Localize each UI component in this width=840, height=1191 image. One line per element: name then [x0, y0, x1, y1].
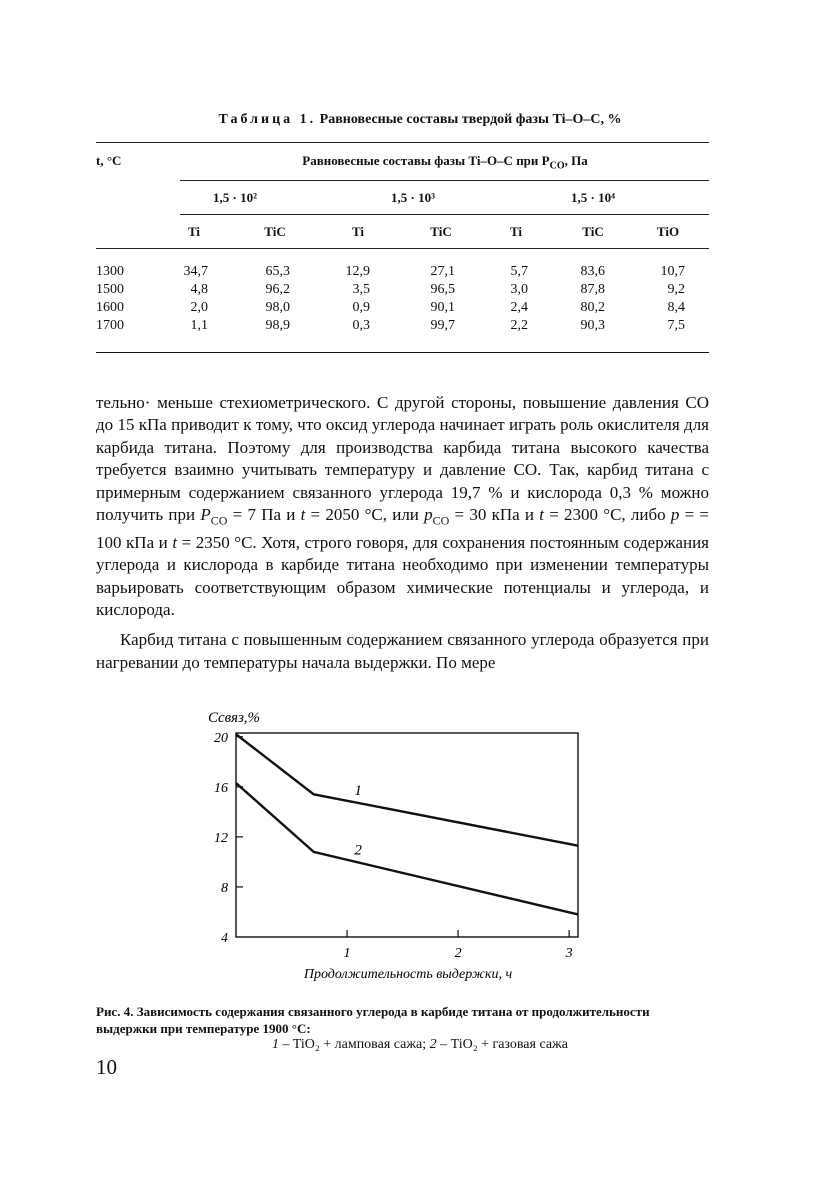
table-cell: 96,5 — [430, 282, 455, 297]
table-cell: 9,2 — [667, 282, 685, 297]
table-cell: 1,1 — [190, 318, 208, 333]
pressure-1: 1,5 · 10² — [213, 190, 257, 205]
table-cell: 3,0 — [510, 282, 528, 297]
table-cell: 0,9 — [352, 300, 370, 315]
table-cell: 99,7 — [430, 318, 455, 333]
table-cell: 12,9 — [345, 264, 370, 279]
table-cell: 0,3 — [352, 318, 370, 333]
paragraph-2: Карбид титана с повышенным содержанием связанного углерода образуется при нагревании до температуры начала выдержки. По мере — [96, 630, 709, 672]
table-cell: 27,1 — [430, 264, 455, 279]
figure-caption: Рис. 4. Зависимость содержания связанного углерода в карбиде титана от продолжительности выдержки при температуре 1900 °C: — [96, 1004, 650, 1036]
table-cell: 2,0 — [190, 300, 208, 315]
y-tick-label: 8 — [221, 880, 228, 896]
y-tick-label: 16 — [214, 780, 228, 796]
row-temp: 1700 — [96, 318, 124, 333]
paragraph-1: тельно· меньше стехиометрического. С другой стороны, повышение давления CO до 15 кПа приводит к тому, что оксид углерода начинает играть роль окислителя для карбида титана. Поэтому для производства карбида титана высокого качества требуется взаимно учитывать температуру и давление CO. Так, карбид титана с примерным содержанием связанного углерода 19,7 % и кислорода 0,3 % можно получить при $P_{CO} = 7$ Па и t = 2050 °C, или $p_{CO} = 30$ кПа и t = 2300 °C, либо p = = 100 кПа и t = 2350 °C. Хотя, строго говоря, для сохранения постоянным содержания углерода и кислорода в карбиде титана необходимо при изменении температуры варьировать соответствующим образом химические потенциалы и углерода, и кислорода. — [96, 393, 709, 620]
col-header: TiC — [430, 224, 452, 239]
series-line-2 — [236, 783, 578, 914]
table-cell: 7,5 — [667, 318, 685, 333]
table-cell: 4,8 — [190, 282, 208, 297]
corner-header: t, °C — [96, 153, 122, 168]
series-label-1: 1 — [354, 782, 362, 799]
chart — [180, 700, 600, 990]
table-cell: 65,3 — [265, 264, 290, 279]
y-tick-label: 12 — [214, 830, 228, 846]
pressure-2: 1,5 · 10³ — [391, 190, 435, 205]
x-tick-label: 2 — [454, 946, 462, 961]
table-cell: 98,9 — [265, 318, 290, 333]
y-axis-label: Cсвяз,% — [208, 710, 261, 726]
col-header: TiO — [656, 224, 680, 239]
table-caption — [0, 112, 840, 128]
table-cell: 98,0 — [265, 300, 290, 315]
table-cell: 80,2 — [580, 300, 605, 315]
table-cell: 96,2 — [265, 282, 290, 297]
table-top-rule — [96, 142, 709, 143]
table-cell: 8,4 — [667, 300, 685, 315]
table-cell: 3,5 — [352, 282, 370, 297]
table-cell: 2,4 — [510, 300, 528, 315]
table-cell: 90,1 — [430, 300, 455, 315]
series-label-2: 2 — [354, 842, 362, 859]
page-number: 10 — [96, 1055, 117, 1079]
pressure-rule — [180, 214, 709, 215]
col-header: Ti — [187, 224, 201, 239]
table-cell: 87,8 — [580, 282, 605, 297]
x-axis-label: Продолжительность выдержки, ч — [303, 967, 513, 982]
y-tick-label: 20 — [214, 730, 228, 746]
table-cell: 2,2 — [510, 318, 528, 333]
col-header: Ti — [351, 224, 365, 239]
row-temp: 1300 — [96, 264, 124, 279]
x-tick-label: 1 — [343, 946, 351, 961]
table-caption-text: Равновесные составы твердой фазы Ti–O–C, % — [319, 112, 622, 127]
body-text — [96, 392, 709, 674]
col-header: TiC — [264, 224, 286, 239]
table-cell: 5,7 — [510, 264, 528, 279]
header-bottom-rule — [96, 248, 709, 249]
col-header: Ti — [509, 224, 523, 239]
table-bottom-rule — [96, 352, 709, 353]
pressure-3: 1,5 · 10⁴ — [571, 190, 615, 205]
table-cell: 83,6 — [580, 264, 605, 279]
group-header: Равновесные составы фазы Ti–O–C при $P_{CO}$, Па — [302, 153, 588, 172]
row-temp: 1600 — [96, 300, 124, 315]
y-tick-label: 4 — [221, 931, 228, 946]
table-cell: 34,7 — [183, 264, 208, 279]
figure-legend: 1 – TiO₂ + ламповая сажа; 2 – TiO₂ + газовая сажа — [272, 1037, 568, 1052]
col-header: TiC — [582, 224, 604, 239]
group-header-rule — [180, 180, 709, 181]
table-cell: 90,3 — [580, 318, 605, 333]
table-cell: 10,7 — [660, 264, 685, 279]
table-caption-label: Таблица 1. — [218, 112, 317, 127]
row-temp: 1500 — [96, 282, 124, 297]
x-tick-label: 3 — [565, 946, 573, 961]
